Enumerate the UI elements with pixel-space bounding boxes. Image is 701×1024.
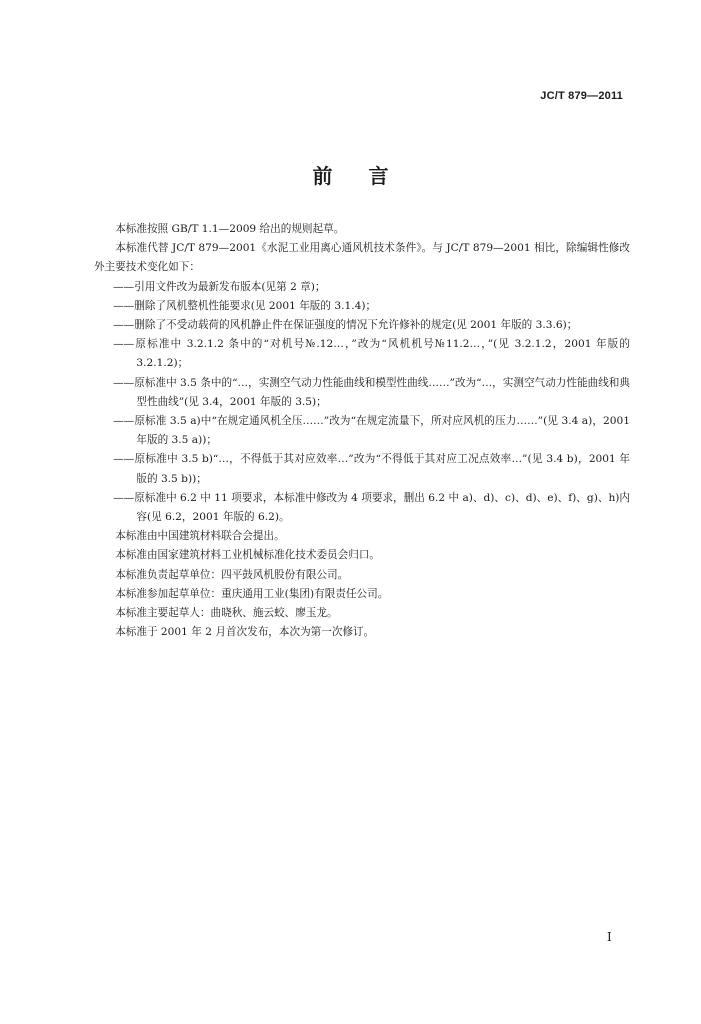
paragraph: 本标准按照 GB/T 1.1—2009 给出的规则起草。 [115,223,345,235]
paragraph: 本标准主要起草人：曲晓秋、施云蛟、廖玉龙。 [115,607,338,620]
change-item: ——原标准中 3.2.1.2 条中的“对机号№.12…，”改为“风机机号№11.2…，”(见 3.2.1.2，2001 年版的 3.2.1.2)； [113,338,630,370]
change-item: ——引用文件改为最新发布版本(见第 2 章)； [113,280,326,293]
change-item: ——原标准中 3.5 b)“…，不得低于其对应效率…”改为“不得低于其对应工况点效率…”(见 3.4 b)，2001 年版的 3.5 b))； [113,453,630,485]
paragraph: 本标准由国家建筑材料工业机械标准化技术委员会归口。 [115,549,381,562]
change-item: ——原标准中 3.5 条中的“…，实测空气动力性能曲线和模型性曲线……”改为“…，实测空气动力性能曲线和典型性曲线”(见 3.4，2001 年版的 3.5)； [113,376,630,408]
change-item: ——原标准中 6.2 中 11 项要求，本标准中修改为 4 项要求，删出 6.2 中 a)、d)、c)、d)、e)、f)、g)、h)内容(见 6.2，2001 年版的 6.2)。 [113,491,630,524]
paragraph: 本标准于 2001 年 2 月首次发布，本次为第一次修订。 [115,626,375,639]
foreword-body [94,220,630,642]
page-number: I [607,930,612,944]
page-title: 前言 [312,164,425,188]
paragraph: 本标准负责起草单位：四平鼓风机股份有限公司。 [115,568,349,581]
paragraph: 本标准代替 JC/T 879—2001《水泥工业用离心通风机技术条件》。与 JC/T 879—2001 相比，除编辑性修改外主要技术变化如下： [94,242,630,274]
paragraph: 本标准参加起草单位：重庆通用工业(集团)有限责任公司。 [115,587,389,600]
change-item: ——原标准 3.5 a)中“在规定通风机全压……”改为“在规定流量下，所对应风机的压力……”(见 3.4 a)，2001 年版的 3.5 a))； [113,415,630,447]
paragraph: 本标准由中国建筑材料联合会提出。 [115,530,285,543]
standard-code: JC/T 879—2011 [540,90,623,102]
change-item: ——删除了风机整机性能要求(见 2001 年版的 3.1.4)； [113,299,377,312]
change-item: ——删除了不受动载荷的风机静止件在保证强度的情况下允许修补的规定(见 2001 年版的 3.3.6)； [113,319,578,332]
